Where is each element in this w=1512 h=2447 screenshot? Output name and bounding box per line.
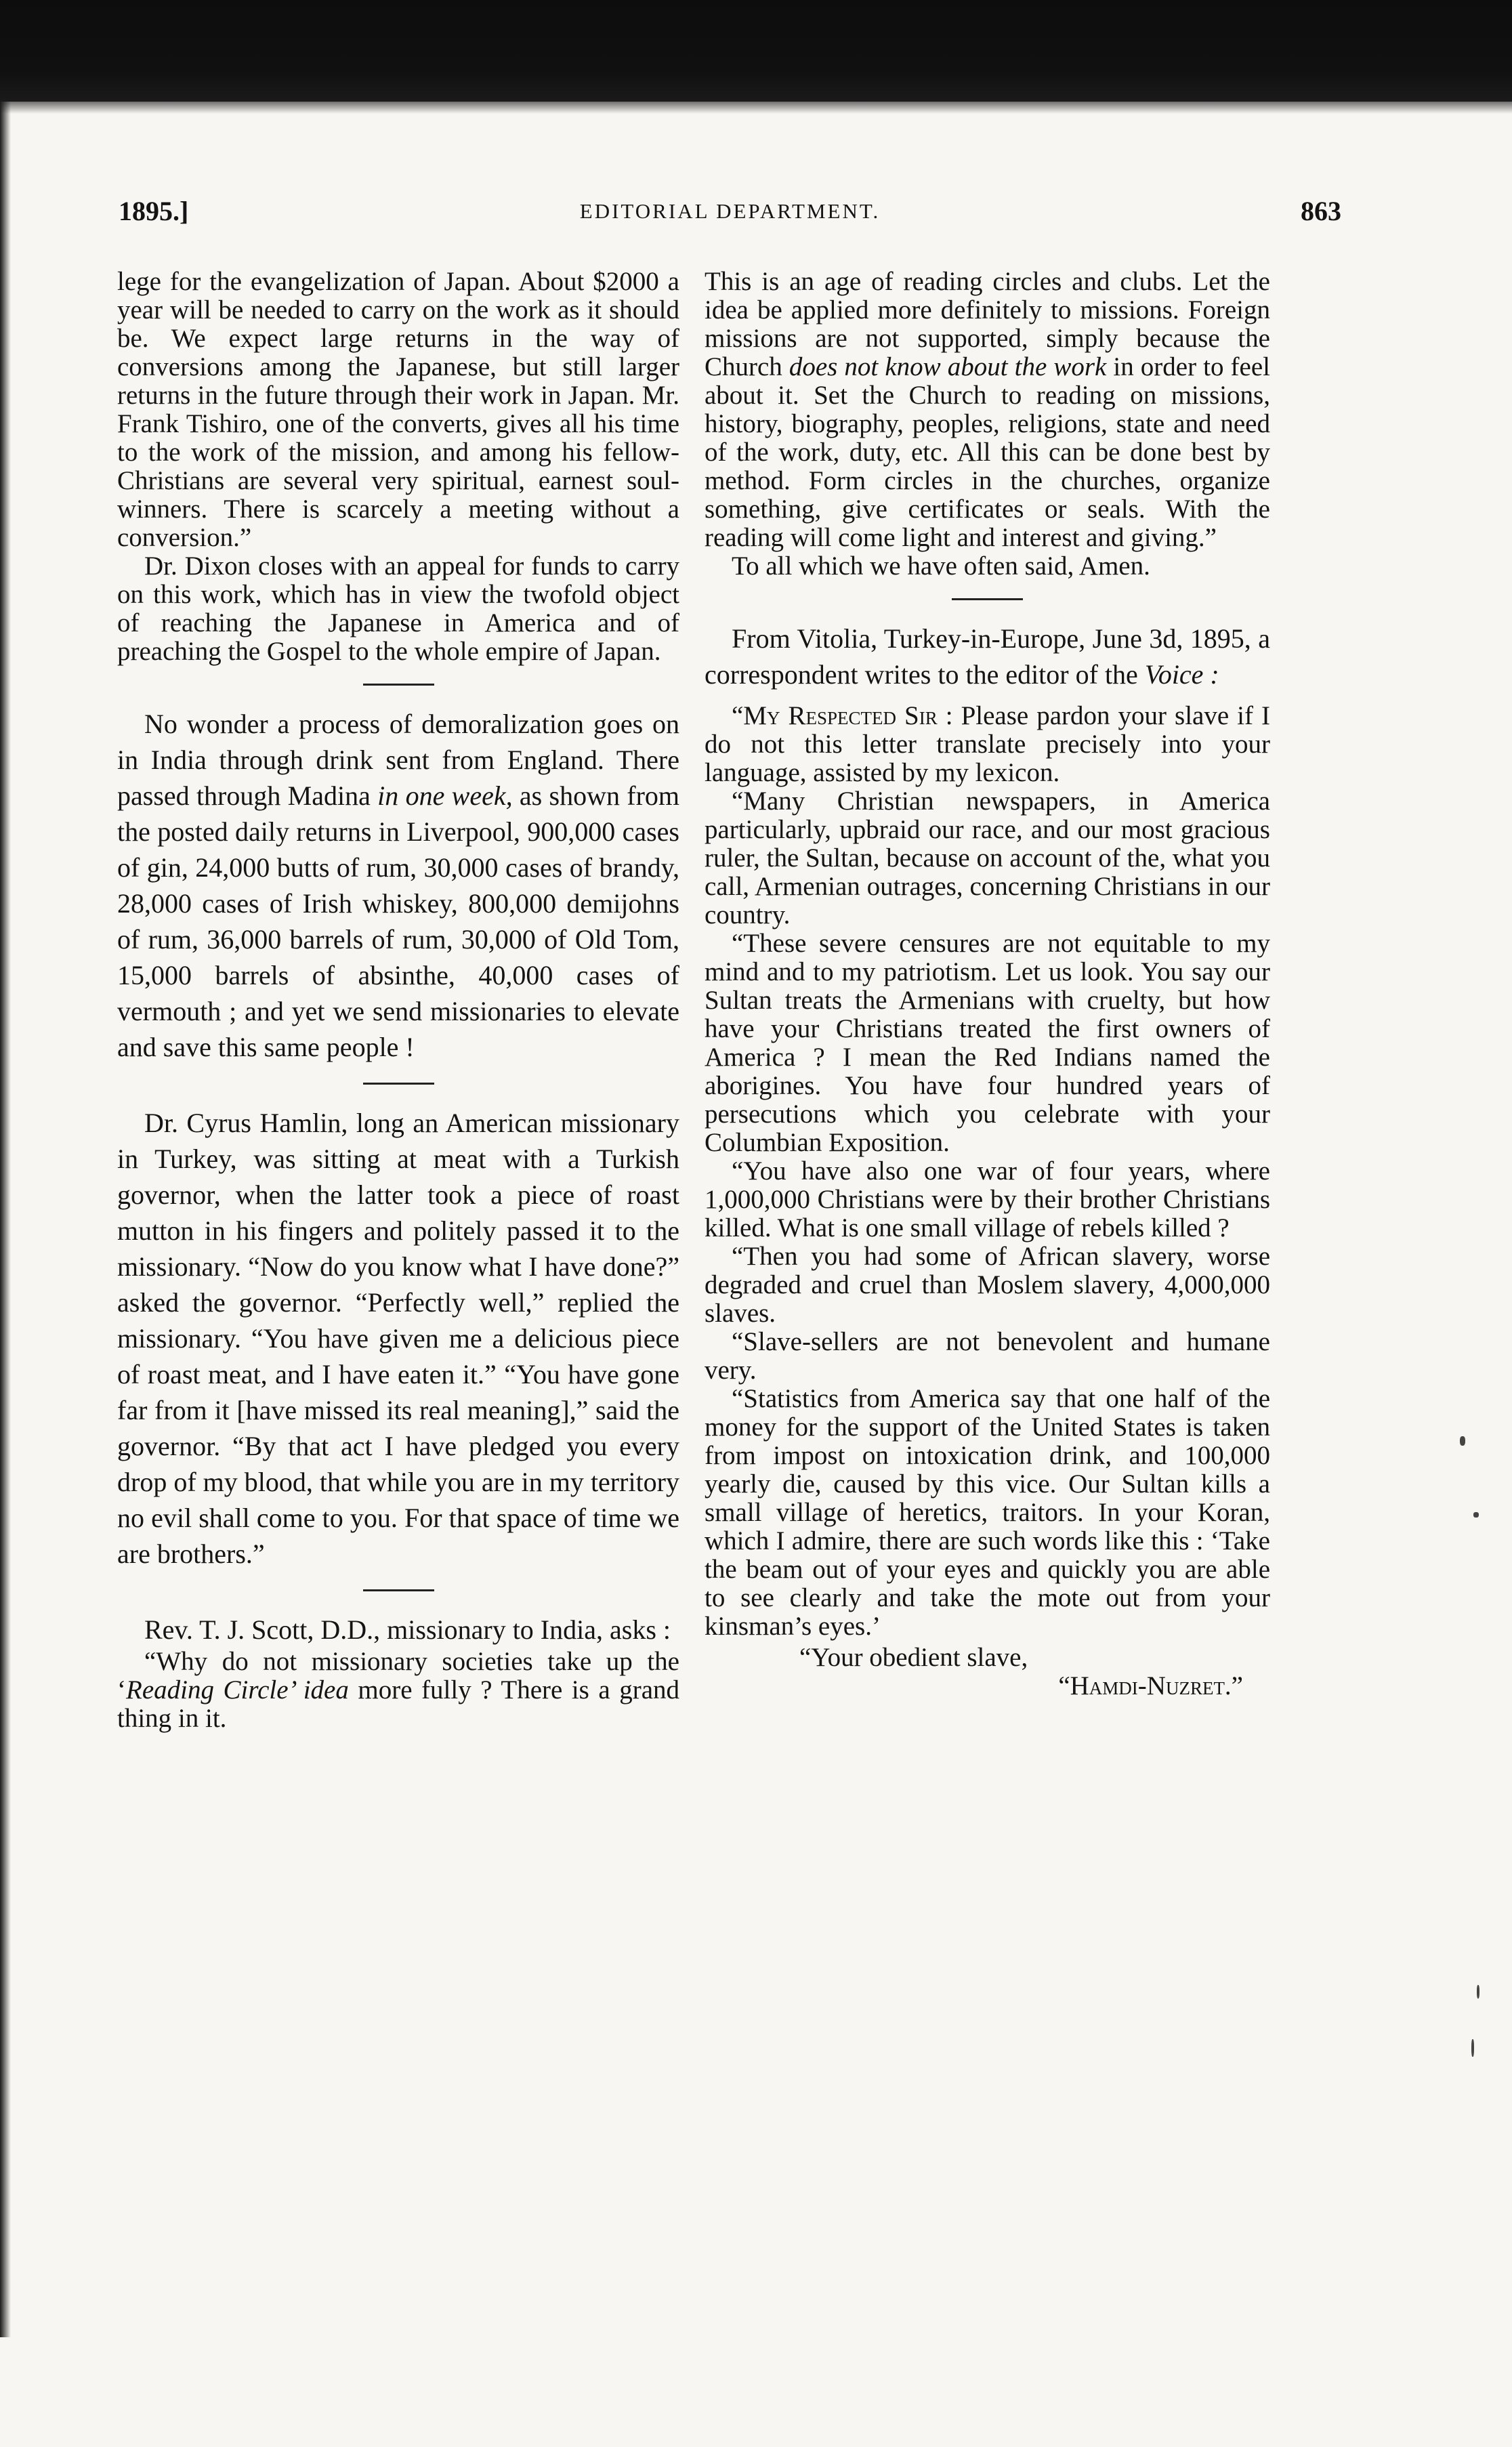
paragraph-scott-quote-start: “Why do not missionary societies take up the ‘Reading Circle’ idea more fully ? There is a grand thing in it. bbox=[117, 1647, 680, 1733]
paragraph-amen: To all which we have often said, Amen. bbox=[732, 551, 1150, 581]
section-divider bbox=[363, 1589, 434, 1591]
right-column bbox=[705, 268, 1270, 1700]
scan-left-shadow bbox=[0, 102, 11, 2337]
scan-speck bbox=[1477, 1985, 1479, 1999]
letter-salutation: “My Respected Sir : Please pardon your slave if I do not this letter translate precisely into your language, assisted by my lexicon. bbox=[705, 701, 1271, 787]
section-divider bbox=[363, 1083, 434, 1085]
letter-paragraph-slavery: “Then you had some of African slavery, worse degraded and cruel than Moslem slavery, 4,000,000 slaves. bbox=[705, 1242, 1270, 1328]
section-divider bbox=[363, 684, 434, 686]
letter-paragraph-slave-sellers: “Slave-sellers are not benevolent and humane very. bbox=[705, 1327, 1270, 1385]
page-number: 863 bbox=[1301, 196, 1341, 226]
paragraph-japan-college: lege for the evangelization of Japan. About $2000 a year will be needed to carry on the work as it should be. We expect large returns in the way of conversions among the Japanese, but still larger returns in the future through their work in Japan. Mr. Frank Tishiro, one of the converts, gives all his time to the work of the mission, and among his fellow-Christians are several very spiritual, earnest soul-winners. There is scarcely a meeting without a conversion.” bbox=[117, 267, 679, 552]
paragraph-vitolia-intro: From Vitolia, Turkey-in-Europe, June 3d, 1895, a correspondent writes to the editor of the Voice : bbox=[705, 623, 1270, 690]
letter-paragraph-statistics: “Statistics from America say that one half of the money for the support of the United States is taken from impost on intoxication drink, and 100,000 yearly die, caused by this vice. Our Sultan kills a small village of heretics, traitors. In your Koran, which I admire, there are such words like this : ‘Take the beam out of your eyes and quickly you are able to see clearly and take the mote out from your kinsman’s eyes.’ bbox=[705, 1384, 1270, 1641]
letter-paragraph-newspapers: “Many Christian newspapers, in America particularly, upbraid our race, and our most gracious ruler, the Sultan, because on account of the, what you call, Armenian outrages, concerning Christians in our country. bbox=[705, 787, 1270, 929]
letter-closing: “Your obedient slave, bbox=[799, 1643, 1028, 1672]
paragraph-dixon-appeal: Dr. Dixon closes with an appeal for funds to carry on this work, which has in view the twofold object of reaching the Japanese in America and of preaching the Gospel to the whole empire of Japan. bbox=[117, 551, 679, 666]
scan-speck bbox=[1473, 1512, 1479, 1518]
page-header bbox=[119, 195, 1341, 229]
paragraph-drink-india: No wonder a process of demoralization goes on in India through drink sent from England. There passed through Madina in one week, as shown from the posted daily returns in Liverpool, 900,000 cases of gin, 24,000 butts of rum, 30,000 cases of brandy, 28,000 cases of Irish whiskey, 800,000 demijohns of rum, 36,000 barrels of rum, 30,000 of Old Tom, 15,000 barrels of absinthe, 40,000 cases of vermouth ; and yet we send missionaries to elevate and save this same people ! bbox=[117, 709, 680, 1062]
scan-speck bbox=[1471, 2039, 1474, 2057]
section-divider bbox=[952, 598, 1023, 600]
scan-speck bbox=[1460, 1436, 1465, 1446]
letter-paragraph-censures: “These severe censures are not equitable to my mind and to my patriotism. Let us look. You say our Sultan treats the Armenians with cruelty, but how have your Christians treated the first owners of America ? I mean the Red Indians named the aborigines. You have four hundred years of persecutions which you celebrate with your Columbian Exposition. bbox=[705, 929, 1270, 1157]
paragraph-reading-circles: This is an age of reading circles and clubs. Let the idea be applied more definitely to missions. Foreign missions are not supported, simply because the Church does not know about the work in order to feel about it. Set the Church to reading on missions, history, biography, peoples, religions, state and need of the work, duty, etc. All this can be done best by method. Form circles in the churches, organize something, give certificates or seals. With the reading will come light and interest and giving.” bbox=[705, 267, 1270, 552]
section-drink-india bbox=[117, 706, 679, 1648]
scan-dark-border bbox=[0, 0, 1512, 102]
paragraph-scott-intro: Rev. T. J. Scott, D.D., missionary to India, asks : bbox=[144, 1614, 671, 1645]
left-column bbox=[117, 268, 679, 1733]
section-vitolia-intro bbox=[705, 621, 1270, 692]
header-department: EDITORIAL DEPARTMENT. bbox=[579, 199, 881, 223]
header-year: 1895.] bbox=[119, 196, 189, 226]
paragraph-hamlin-story: Dr. Cyrus Hamlin, long an American missionary in Turkey, was sitting at meat with a Turkish governor, when the latter took a piece of roast mutton in his fingers and politely passed it to the missionary. “Now do you know what I have done?” asked the governor. “Perfectly well,” replied the missionary. “You have given me a delicious piece of roast meat, and I have eaten it.” “You have gone far from it [have missed its real meaning],” said the governor. “By that act I have pledged you every drop of my blood, that while you are in my territory no evil shall come to you. For that space of time we are brothers.” bbox=[117, 1108, 679, 1569]
letter-paragraph-war: “You have also one war of four years, where 1,000,000 Christians were by their brother Christians killed. What is one small village of rebels killed ? bbox=[705, 1156, 1270, 1242]
letter-signature: “Hamdi-Nuzret.” bbox=[1058, 1671, 1243, 1700]
